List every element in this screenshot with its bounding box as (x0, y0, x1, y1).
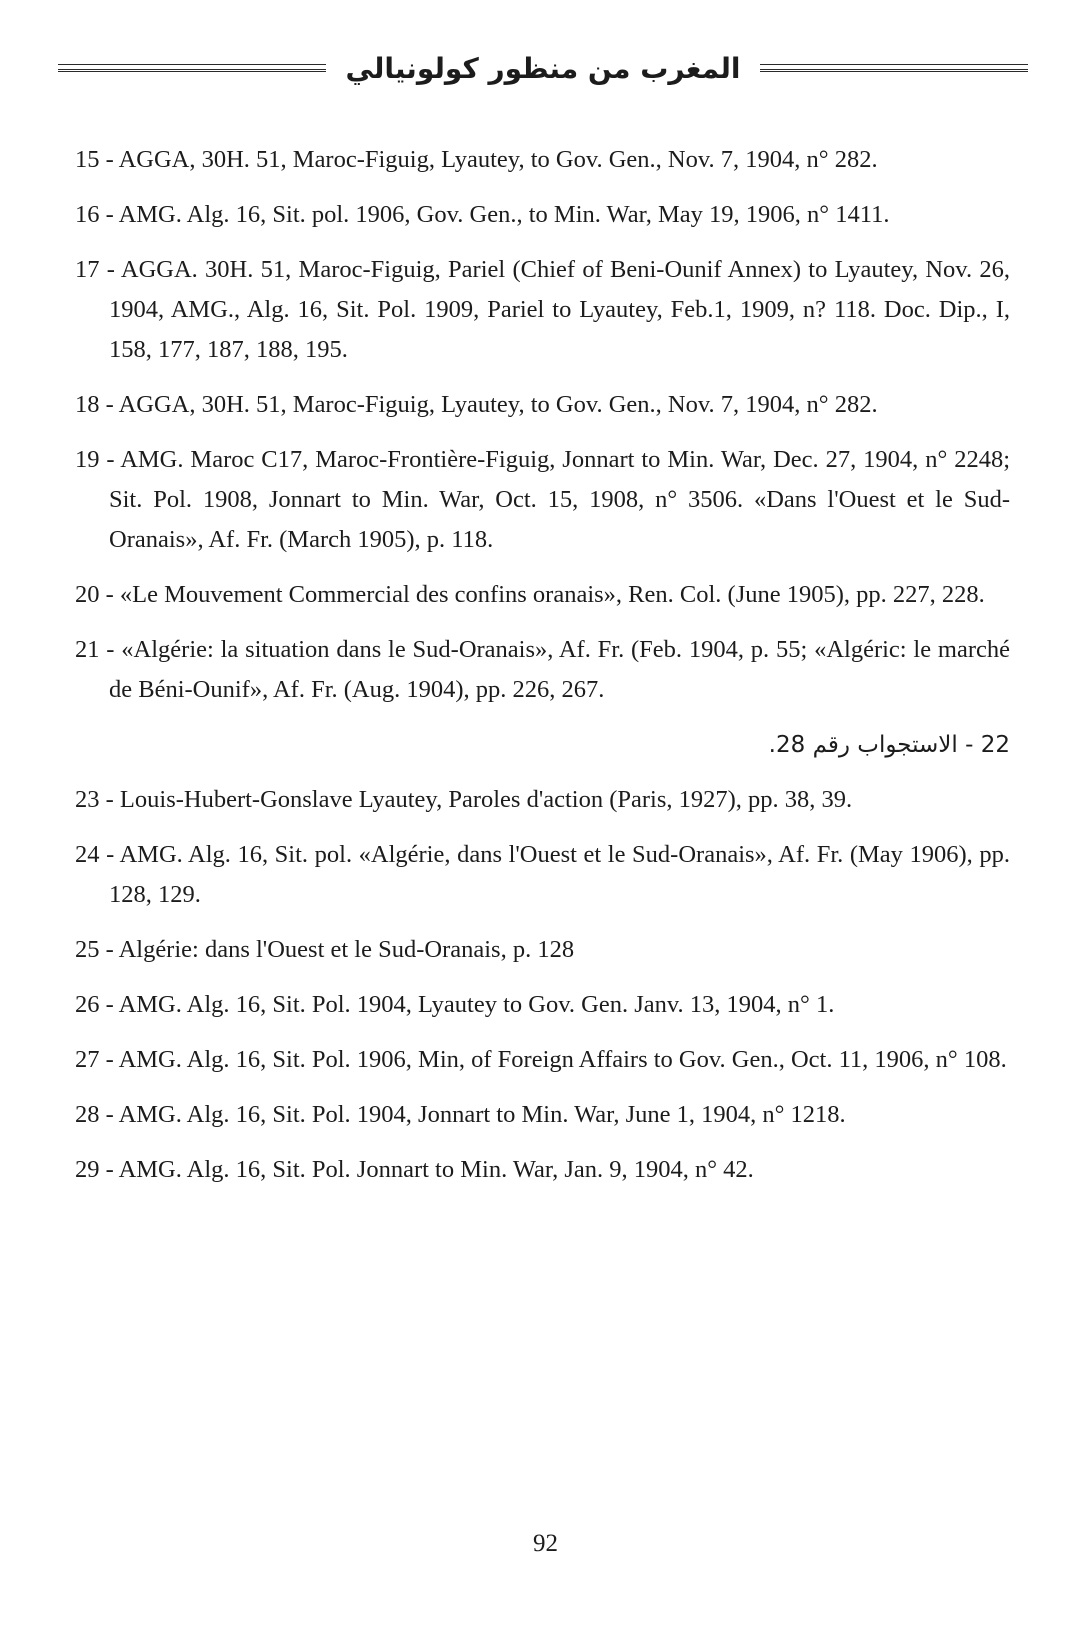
endnote-text: «Algérie: la situation dans le Sud-Oranais», Af. Fr. (Feb. 1904, p. 55; «Algéric: le marché de Béni-Ounif», Af. Fr. (Aug. 1904), pp. 226, 267. (109, 636, 1011, 703)
endnote-number: 21 - (75, 636, 122, 663)
endnote-18 (75, 385, 1010, 425)
endnote-number: 18 - (75, 391, 119, 418)
endnote-22 (75, 725, 1010, 765)
endnote-text: AGGA. 30H. 51, Maroc-Figuig, Pariel (Chief of Beni-Ounif Annex) to Lyautey, Nov. 26, 1904, AMG., Alg. 16, Sit. Pol. 1909, Pariel to Lyautey, Feb.1, 1909, n? 118. Doc. Dip., I, 158, 177, 187, 188, 195. (109, 256, 1011, 363)
running-title: المغرب من منظور كولونيالي (345, 51, 741, 85)
endnote-number: 20 - (75, 581, 120, 608)
endnote-text: AGGA, 30H. 51, Maroc-Figuig, Lyautey, to Gov. Gen., Nov. 7, 1904, n° 282. (118, 146, 878, 173)
endnote-number: 27 - (75, 1046, 119, 1073)
endnote-number: 29 - (75, 1156, 119, 1183)
endnote-text: Algérie: dans l'Ouest et le Sud-Oranais, p. 128 (118, 936, 575, 963)
endnote-25 (75, 930, 1010, 970)
endnote-number: 17 - (75, 256, 121, 283)
endnote-number: 16 - (75, 201, 119, 228)
endnote-16 (75, 195, 1010, 235)
endnote-text: AMG. Alg. 16, Sit. Pol. Jonnart to Min. War, Jan. 9, 1904, n° 42. (118, 1156, 754, 1183)
endnote-number: 22 - (957, 732, 1010, 758)
endnote-21 (75, 630, 1010, 710)
endnote-26 (75, 985, 1010, 1025)
endnote-text: Louis-Hubert-Gonslave Lyautey, Paroles d'action (Paris, 1927), pp. 38, 39. (119, 786, 853, 813)
endnote-number: 28 - (75, 1101, 119, 1128)
page-header (58, 48, 1028, 88)
page-number: 92 (533, 1530, 558, 1557)
endnote-15 (75, 140, 1010, 180)
endnote-text: الاستجواب رقم 28. (768, 732, 958, 758)
endnote-text: AMG. Alg. 16, Sit. pol. «Algérie, dans l'Ouest et le Sud-Oranais», Af. Fr. (May 1906), pp. 128, 129. (109, 841, 1010, 908)
endnote-text: AMG. Alg. 16, Sit. Pol. 1906, Min, of Foreign Affairs to Gov. Gen., Oct. 11, 1906, n° 108. (118, 1046, 1007, 1073)
endnote-19 (75, 440, 1010, 560)
endnote-20 (75, 575, 1010, 615)
endnote-text: «Le Mouvement Commercial des confins oranais», Ren. Col. (June 1905), pp. 227, 228. (119, 581, 985, 608)
endnote-27 (75, 1040, 1010, 1080)
endnote-28 (75, 1095, 1010, 1135)
endnote-number: 25 - (75, 936, 119, 963)
header-rule-right (760, 64, 1028, 72)
endnote-text: AMG. Maroc C17, Maroc-Frontière-Figuig, Jonnart to Min. War, Dec. 27, 1904, n° 2248; Sit. Pol. 1908, Jonnart to Min. War, Oct. 15, 1908, n° 3506. «Dans l'Ouest et le Sud-Oranais», Af. Fr. (March 1905), p. 118. (109, 446, 1010, 553)
endnote-29 (75, 1150, 1010, 1190)
endnotes-list (75, 140, 1010, 1205)
endnote-number: 23 - (75, 786, 120, 813)
endnote-text: AGGA, 30H. 51, Maroc-Figuig, Lyautey, to Gov. Gen., Nov. 7, 1904, n° 282. (118, 391, 878, 418)
endnote-24 (75, 835, 1010, 915)
endnote-23 (75, 780, 1010, 820)
endnote-text: AMG. Alg. 16, Sit. Pol. 1904, Lyautey to Gov. Gen. Janv. 13, 1904, n° 1. (118, 991, 835, 1018)
endnote-number: 19 - (75, 446, 121, 473)
endnote-text: AMG. Alg. 16, Sit. Pol. 1904, Jonnart to Min. War, June 1, 1904, n° 1218. (118, 1101, 846, 1128)
endnote-text: AMG. Alg. 16, Sit. pol. 1906, Gov. Gen., to Min. War, May 19, 1906, n° 1411. (118, 201, 890, 228)
header-rule-left (58, 64, 326, 72)
endnote-number: 26 - (75, 991, 119, 1018)
endnote-number: 24 - (75, 841, 120, 868)
endnote-17 (75, 250, 1010, 370)
endnote-number: 15 - (75, 146, 119, 173)
